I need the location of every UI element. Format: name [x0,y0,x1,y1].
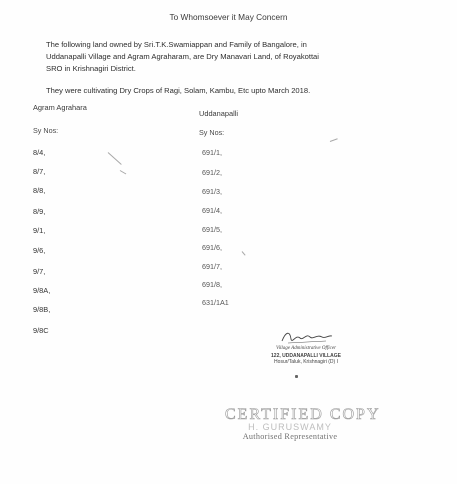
survey-number: 691/5, [202,225,222,234]
seal-line-office: Village Administrative Officer [275,346,337,351]
officer-seal [246,328,366,366]
letter-title: To Whomsoever it May Concern [169,12,288,22]
survey-number: 691/6, [202,243,222,252]
pencil-mark [242,251,246,255]
right-sy-label: Sy Nos: [199,128,225,137]
seal-line-village: 122, UDDANAPALLI VILLAGE [271,352,341,359]
right-column-heading: Uddanapalli [199,109,239,118]
survey-number: 691/3, [202,187,222,196]
survey-number: 691/4, [202,206,222,215]
stamp-role: Authorised Representative [242,432,338,441]
pencil-mark [108,152,122,165]
seal-line-district: Hosur/Taluk, Krishnagiri (D) I [274,359,338,365]
survey-number: 691/7, [202,262,222,271]
intro-paragraph [46,39,346,75]
survey-number: 691/1, [202,148,222,157]
survey-number: 9/1, [33,226,46,235]
survey-number: 691/8, [202,280,222,289]
intro-line: SRO in Krishnagiri District. [46,64,136,73]
ink-dot [295,375,298,378]
stamp-title: CERTIFIED COPY [225,406,381,423]
survey-number: 8/7, [33,167,46,176]
survey-number: 631/1A1 [202,298,229,307]
crops-statement: They were cultivating Dry Crops of Ragi, Solam, Kambu, Etc upto March 2018. [46,86,311,95]
survey-number: 8/8, [33,186,46,195]
left-column-heading: Agram Agrahara [33,103,87,112]
pencil-mark [120,170,127,174]
left-sy-label: Sy Nos: [33,126,59,135]
survey-number: 691/2, [202,168,222,177]
survey-number: 8/4, [33,148,46,157]
survey-number: 8/9, [33,207,46,216]
intro-line: Uddanapalli Village and Agram Agraharam, are Dry Manavari Land, of Royakottai [46,52,319,61]
pencil-mark [330,138,338,142]
survey-number: 9/8B, [33,305,51,314]
certified-copy-stamp [225,406,381,441]
survey-number: 9/7, [33,267,46,276]
signature-scrawl-icon [276,328,336,346]
stamp-name: H. GURUSWAMY [248,422,332,432]
survey-number: 9/8C [33,326,49,335]
intro-line: The following land owned by Sri.T.K.Swamiappan and Family of Bangalore, in [46,40,307,49]
survey-number: 9/8A, [33,286,51,295]
survey-number: 9/6, [33,246,46,255]
